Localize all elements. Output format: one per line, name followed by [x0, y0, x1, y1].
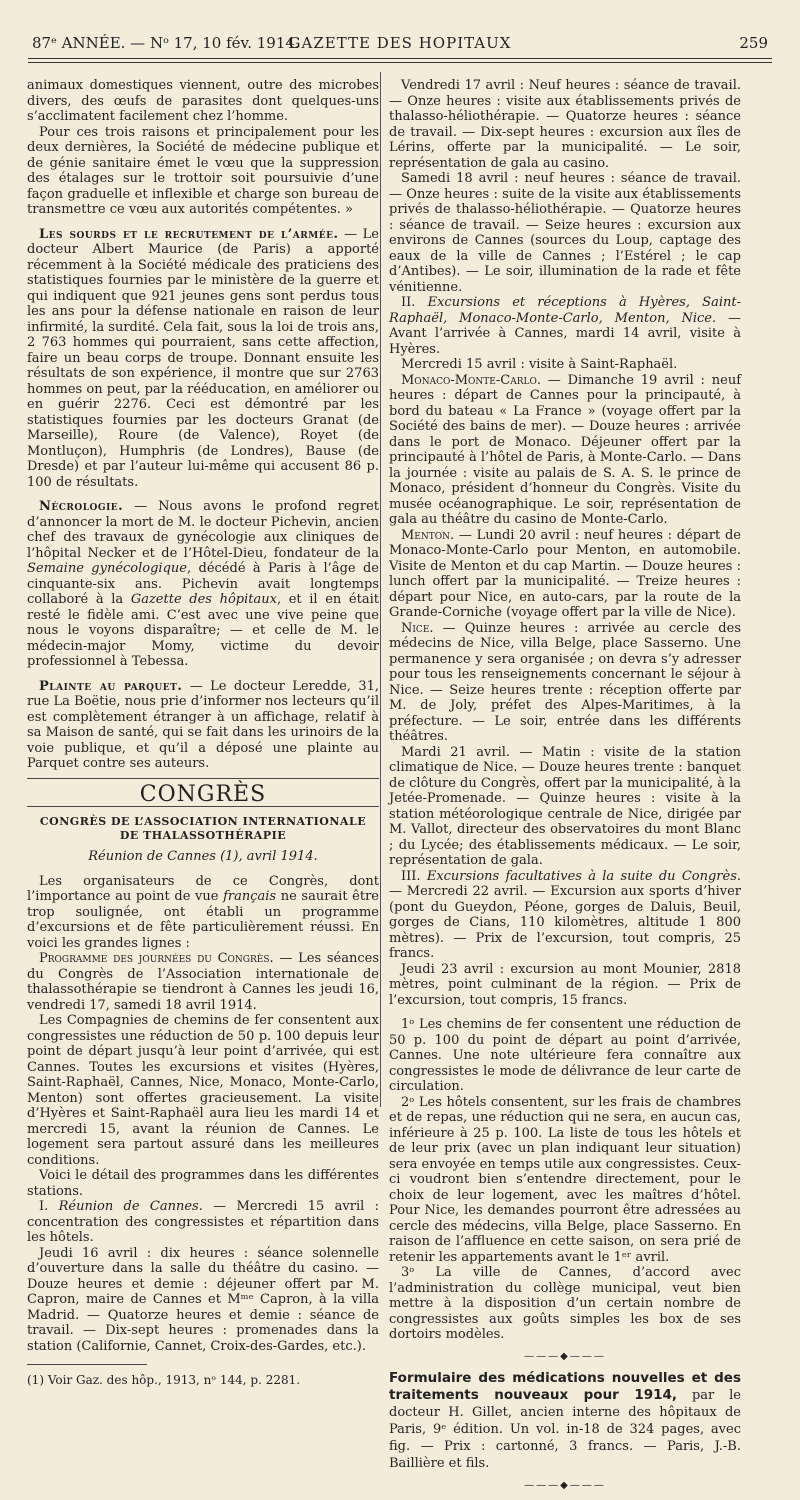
header-rule-bottom	[28, 62, 772, 63]
paragraph-compagnies: Les Compagnies de chemins de fer consentent aux congressistes une réduction de 50 p. 100 depuis leur point de départ jusqu’à leur point d’arrivée, qui est Cannes. Toutes les excursions et visites (Hyères, Saint-Raphaël, Cannes, Nice, Monaco, Monte-Carlo, Menton) sont offertes gracieusement. La visite d’Hyères et Saint-Raphaël aura lieu les mardi 14 et mercredi 15, avant la réunion de Cannes. Le logement sera partout assuré dans les meilleures conditions.	[27, 1013, 379, 1168]
ornament-divider-bottom: ———◆———	[524, 1480, 606, 1491]
paragraph-plainte: Plainte au parquet. — Le docteur Leredde, 31, rue La Boëtie, nous prie d’informer nos lecteurs qu’il est complètement étranger à un affichage, relatif à sa Maison de santé, qui se fait dans les urinoirs de la voie publique, et qu’il a déposé une plainte au Parquet contre ses auteurs.	[27, 678, 379, 771]
left-column	[27, 78, 379, 1389]
page-number: 259	[739, 34, 768, 52]
paragraph-organisateurs: Les organisateurs de ce Congrès, dont l’importance au point de vue français ne saurait être trop soulignée, ont établi un programme d’excursions et de fête particulièrement réussi. En voici les grandes lignes :	[27, 873, 379, 951]
paragraph-sourds: Les sourds et le recrutement de l’armée. — Le docteur Albert Maurice (de Paris) a apporté récemment à la Société médicale des praticiens des statistiques fournies par le ministère de la guerre et qui indiquent que 921 jeunes gens sont perdus tous les ans pour la défense nationale en raison de leur infirmité, la surdité. Cela fait, sous la loi de trois ans, 2 763 hommes qui pourraient, sans cette affection, faire un beau corps de troupe. Donnant ensuite les résultats de son expérience, il montre que sur 2763 hommes on peut, par la rééducation, en améliorer ou en guérir 2276. Ceci est démontré par les statistiques fournies par les docteurs Granat (de Marseille), Roure (de Valence), Royet (de Montluçon), Humphris (de Londres), Bause (de Dresde) et par l’auteur lui-même qui accusent 86 p. 100 de résultats.	[27, 226, 380, 490]
section-title-congres: CONGRÈS	[139, 781, 267, 807]
paragraph-excursions: II. Excursions et réceptions à Hyères, Saint-Raphaël, Monaco-Monte-Carlo, Menton, Nice. — Avant l’arrivée à Cannes, mardi 14 avril, visite à Hyères.	[389, 295, 741, 357]
paragraph-programme: Programme des journées du Congrès. — Les séances du Congrès de l’Association internationale de thalassothérapie se tiendront à Cannes les jeudi 16, vendredi 17, samedi 18 avril 1914.	[27, 951, 379, 1013]
paragraph-detail: Voici le détail des programmes dans les différentes stations.	[27, 1168, 379, 1199]
heading-programme: Programme des journées du Congrès.	[39, 951, 274, 966]
footnote: (1) Voir Gaz. des hôp., 1913, nᵒ 144, p. 2281.	[27, 1373, 301, 1387]
congress-heading: CONGRÈS DE L’ASSOCIATION INTERNATIONALE DE THALASSOTHÉRAPIE	[39, 815, 367, 842]
heading-sourds: Les sourds et le recrutement de l’armée.	[39, 226, 339, 242]
paragraph-college: 3ᵒ La ville de Cannes, d’accord avec l’administration du collège municipal, veut bien mettre à la disposition d’un certain nombre de congressistes aux goûts simples les box de ses dortoirs modèles.	[389, 1265, 741, 1342]
heading-plainte: Plainte au parquet.	[39, 678, 183, 694]
paragraph-mercredi: Mercredi 15 avril : visite à Saint-Raphaël.	[401, 357, 678, 372]
journal-title: GAZETTE DES HOPITAUX	[288, 34, 512, 52]
paragraph-necrologie: Nécrologie. — Nous avons le profond regret d’annoncer la mort de M. le docteur Pichevin, ancien chef des travaux de gynécologie aux cliniques de l’hôpital Necker et de l’Hôtel-Dieu, fondateur de la Semaine gynécologique, décédé à Paris à l’âge de cinquante-six ans. Pichevin avait longtemps collaboré à la Gazette des hôpitaux, et il en était resté le fidèle ami. C’est avec une vive peine que nous le voyons disparaître; — et celle de M. le médecin-major Momy, victime du devoir professionnel à Tebessa.	[27, 499, 379, 669]
paragraph-menton: Menton. — Lundi 20 avril : neuf heures : départ de Monaco-Monte-Carlo pour Menton, en automobile. Visite de Menton et du cap Martin. — Douze heures : lunch offert par la municipalité. — Treize heures : départ pour Nice, en auto-cars, par la route de la Grande-Corniche (voyage offert par la ville de Nice).	[389, 527, 741, 620]
paragraph-jeudi-mounier: Jeudi 23 avril : excursion au mont Mounier, 2818 mètres, point culminant de la région. — Prix de l’excursion, tout compris, 15 francs.	[389, 961, 741, 1008]
column-separator	[380, 72, 381, 1107]
paragraph-facultatives: III. Excursions facultatives à la suite du Congrès. — Mercredi 22 avril. — Excursion aux sports d’hiver (pont du Gueydon, Péone, gorges de Daluis, Beuil, gorges de Cians, 110 kilomètres, altitude 1 800 mètres). — Prix de l’excursion, tout compris, 25 francs.	[389, 868, 741, 961]
right-column	[389, 78, 741, 1500]
meeting-subtitle: Réunion de Cannes (1), avril 1914.	[88, 849, 318, 864]
paragraph-monaco: Monaco-Monte-Carlo. — Dimanche 19 avril : neuf heures : départ de Cannes pour la principauté, à bord du bateau « La France » (voyage offert par la Société des bains de mer). — Douze heures : arrivée dans le port de Monaco. Déjeuner offert par la principauté à l’hôtel de Paris, à Monte-Carlo. — Dans la journée : visite au palais de S. A. S. le prince de Monaco, président d’honneur du Congrès. Visite du musée océanographique. Le soir, représentation de gala au théâtre du casino de Monte-Carlo.	[389, 372, 741, 527]
paragraph-samedi: Samedi 18 avril : neuf heures : séance de travail. — Onze heures : suite de la visite aux établissements privés de thalasso-héliothérapie. — Quatorze heures : séance de travail. — Seize heures : excursion aux environs de Cannes (sources du Loup, captage des eaux de la ville de Cannes ; l’Estérel ; le cap d’Antibes). — Le soir, illumination de la rade et fête vénitienne.	[389, 171, 741, 295]
paragraph-chemins-de-fer: 1ᵒ Les chemins de fer consentent une réduction de 50 p. 100 du point de départ au point d’arrivée, Cannes. Une note ultérieure fera connaître aux congressistes le mode de délivrance de leur carte de circulation.	[389, 1017, 741, 1094]
paragraph-vendredi: Vendredi 17 avril : Neuf heures : séance de travail. — Onze heures : visite aux établissements privés de thalasso-héliothérapie. — Quatorze heures : séance de travail. — Dix-sept heures : excursion aux îles de Lérins, offerte par la municipalité. — Le soir, représentation de gala au casino.	[389, 78, 741, 171]
section-rule-top	[27, 778, 379, 779]
paragraph-mardi: Mardi 21 avril. — Matin : visite de la station climatique de Nice. — Douze heures trente : banquet de clôture du Congrès, offert par la municipalité, à la Jetée-Promenade. — Quinze heures : visite à la station météorologique centrale de Nice, dirigée par M. Vallot, directeur des observatoires du mont Blanc ; du Lycée; des établissements médicaux. — Le soir, représentation de gala.	[389, 744, 742, 868]
ornament-divider-top: ———◆———	[524, 1350, 606, 1362]
paragraph-animaux: animaux domestiques viennent, outre des microbes divers, des œufs de parasites dont quelques-uns s’acclimatent facilement chez l’homme.	[27, 78, 379, 124]
heading-necrologie: Nécrologie.	[39, 499, 124, 514]
book-title: Formulaire des médications nouvelles et des traitements nouveaux pour 1914,	[389, 1370, 741, 1403]
book-notice: Formulaire des médications nouvelles et des traitements nouveaux pour 1914, par le docteur H. Gillet, ancien interne des hôpitaux de Paris, 9ᵉ édition. Un vol. in-18 de 324 pages, avec fig. — Prix : cartonné, 3 francs. — Paris, J.-B. Baillière et fils.	[389, 1370, 742, 1471]
paragraph-jeudi: Jeudi 16 avril : dix heures : séance solennelle d’ouverture dans la salle du théâtre du casino. — Douze heures et demie : déjeuner offert par M. Capron, maire de Cannes et Mᵐᵉ Capron, à la villa Madrid. — Quatorze heures et demie : séance de travail. — Dix-sept heures : promenades dans la station (Californie, Cannet, Croix-des-Gardes, etc.).	[27, 1245, 379, 1354]
issue-info: 87ᵉ ANNÉE. — Nᵒ 17, 10 fév. 1914.	[32, 34, 300, 52]
page-header	[22, 30, 778, 52]
heading-monaco: Monaco-Monte-Carlo.	[401, 372, 541, 388]
footnote-rule	[27, 1364, 301, 1389]
header-rule-top	[28, 58, 772, 59]
heading-menton: Menton.	[401, 527, 455, 543]
paragraph-hotels: 2ᵒ Les hôtels consentent, sur les frais de chambres et de repas, une réduction qui ne sera, en aucun cas, inférieure à 25 p. 100. La liste de tous les hôtels et de leur prix (avec un plan indiquant leur situation) sera envoyée en temps utile aux congressistes. Ceux-ci voudront bien s’entendre directement, pour le choix de leur logement, avec les maîtres d’hôtel. Pour Nice, les demandes pourront être adressées au cercle des médecins, villa Belge, place Sasserno. En raison de l’affluence en cette saison, on sera prié de retenir les appartements avant le 1ᵉʳ avril.	[389, 1094, 741, 1265]
paragraph-nice: Nice. — Quinze heures : arrivée au cercle des médecins de Nice, villa Belge, place Sasserno. Une permanence y sera organisée ; on devra s’y adresser pour tous les renseignements concernant le séjour à Nice. — Seize heures trente : réception offerte par M. de Joly, préfet des Alpes-Maritimes, à la préfecture. — Le soir, entrée dans les différents théâtres.	[389, 620, 741, 744]
paragraph-voeu: Pour ces trois raisons et principalement pour les deux dernières, la Société de médecine publique et de génie sanitaire émet le vœu que la suppression des étalages sur le trottoir soit poursuivie d’une façon graduelle et inflexible et charge son bureau de transmettre ce vœu aux autorités compétentes. »	[27, 124, 379, 217]
heading-nice: Nice.	[401, 620, 434, 636]
paragraph-reunion-cannes: I. Réunion de Cannes. — Mercredi 15 avril : concentration des congressistes et répartition dans les hôtels.	[27, 1199, 379, 1245]
